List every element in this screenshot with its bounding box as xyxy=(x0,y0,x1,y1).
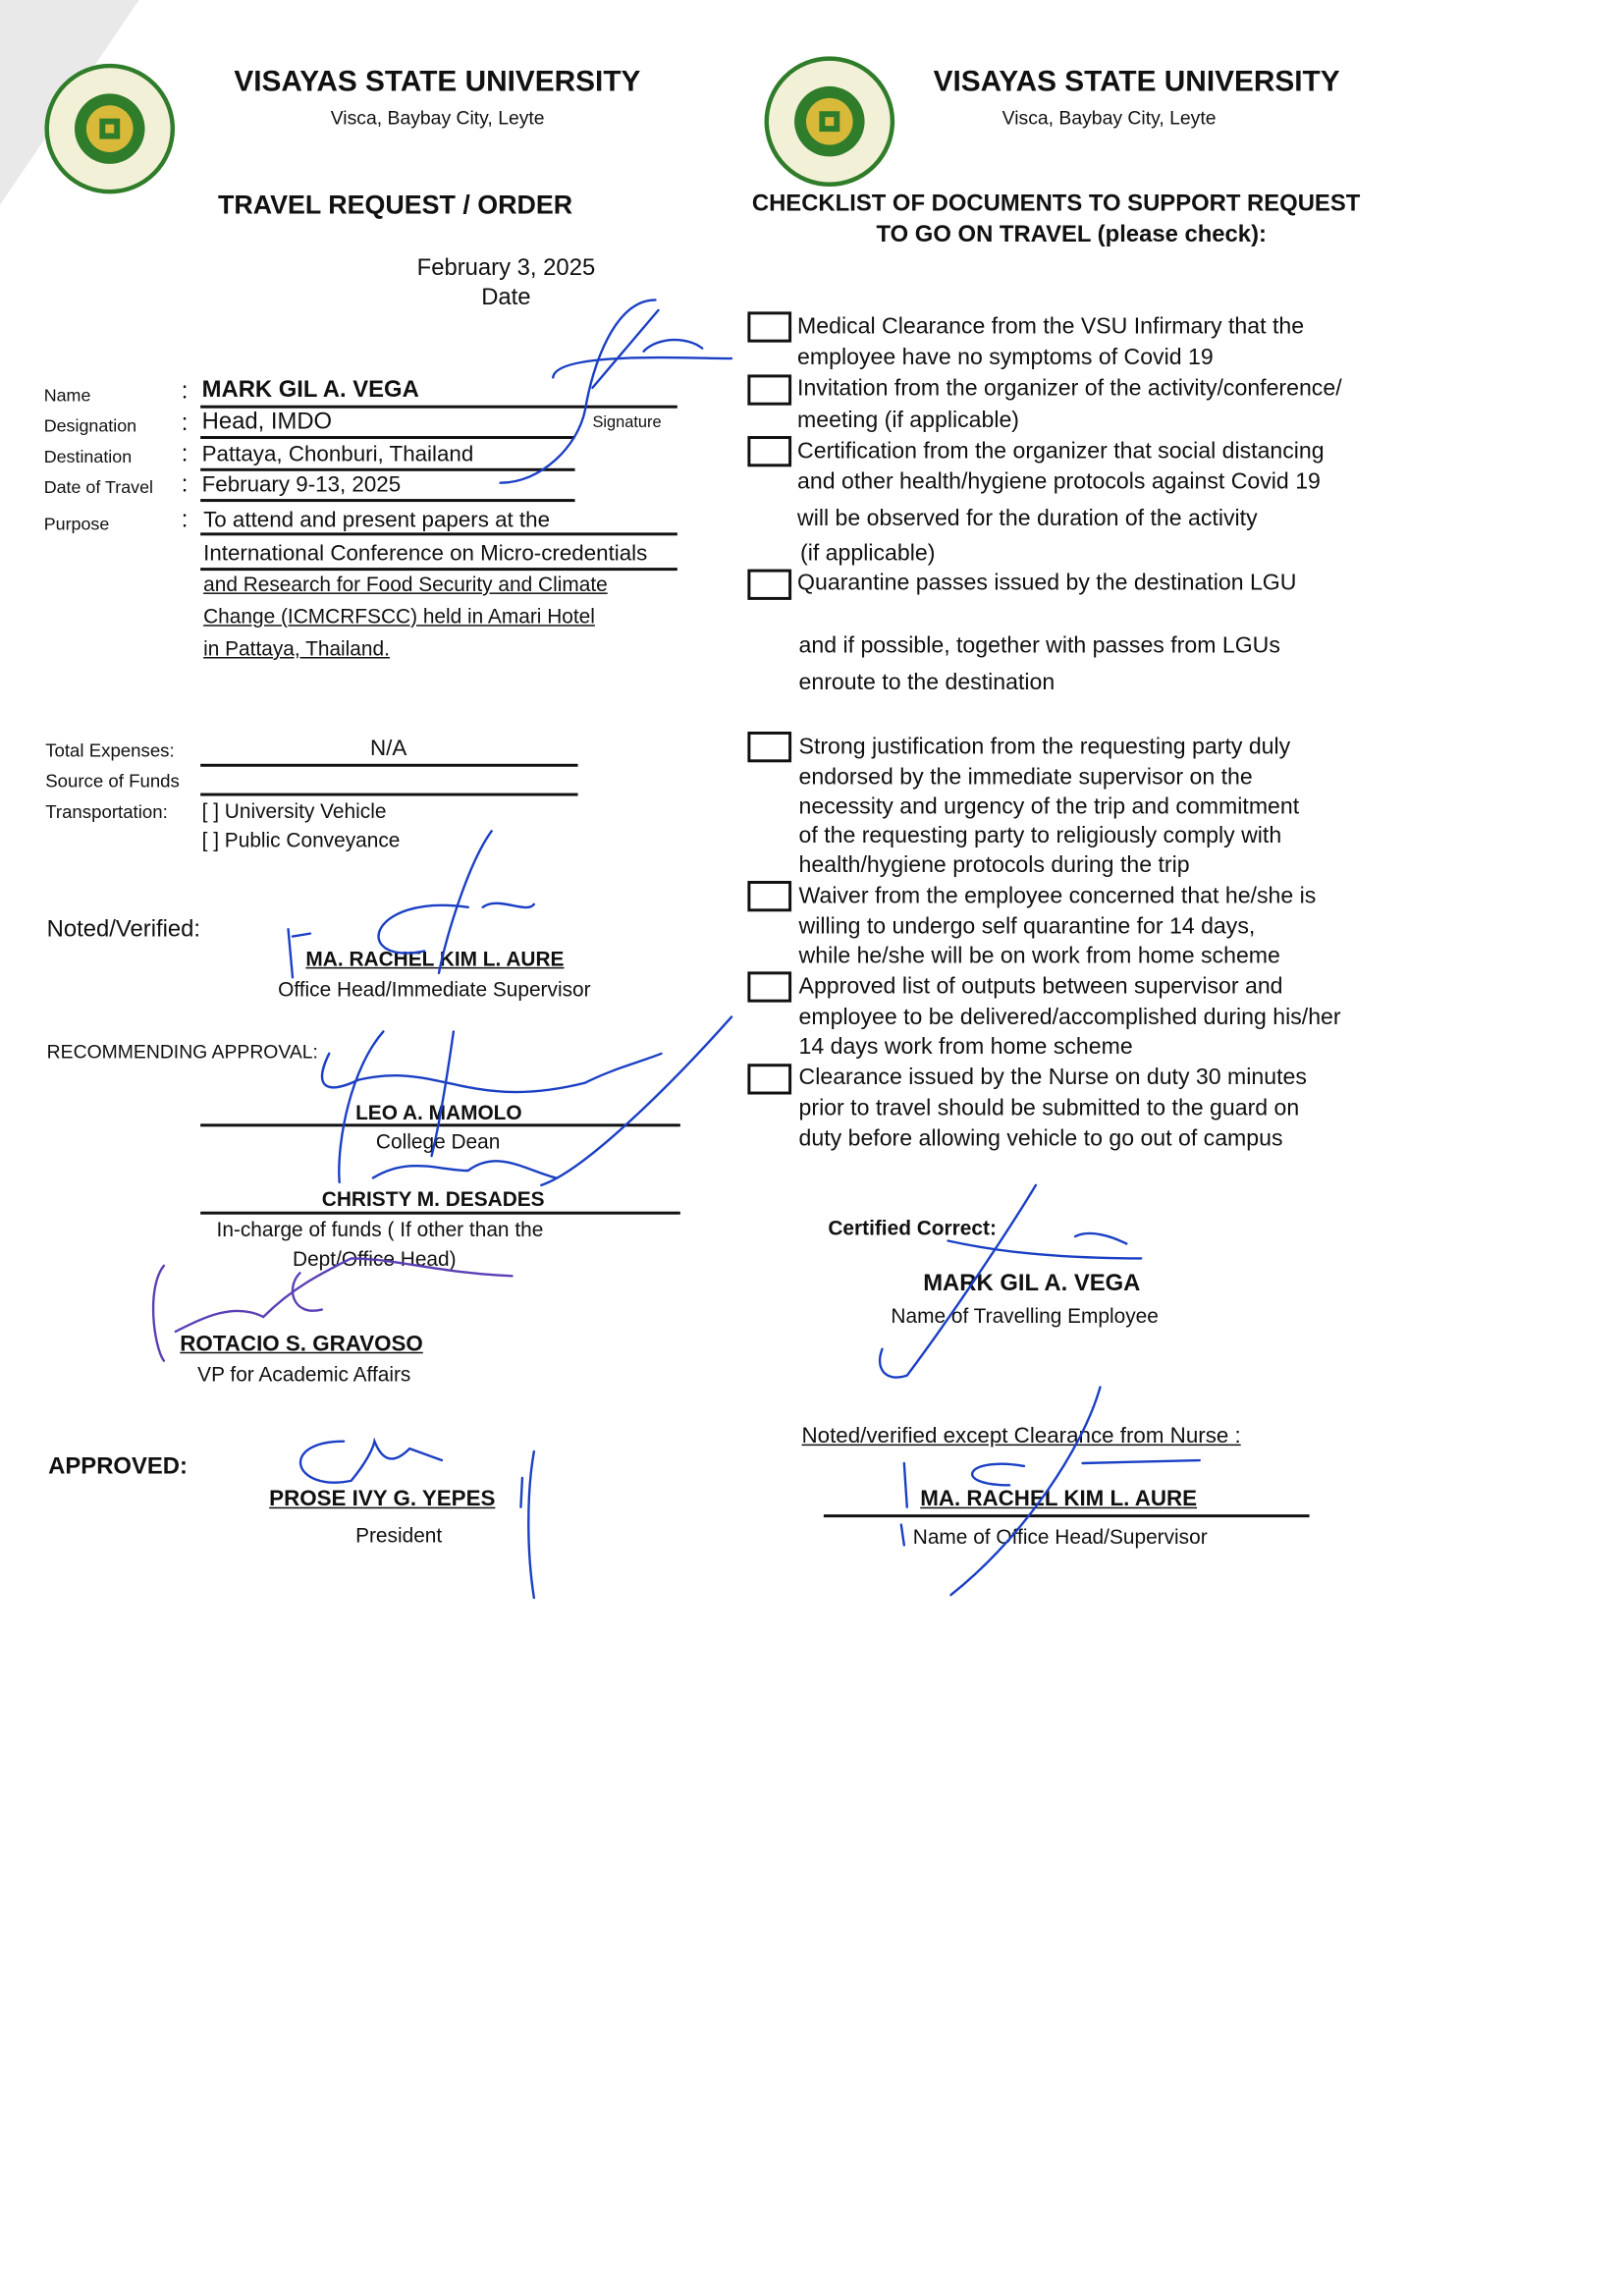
funds-underline xyxy=(200,793,577,796)
date-underline xyxy=(200,499,574,502)
noted-title-right: Name of Office Head/Supervisor xyxy=(912,1524,1208,1549)
transport-option-university-vehicle[interactable]: [ ] University Vehicle xyxy=(201,798,387,823)
purpose-underline xyxy=(200,532,677,535)
checklist-item-text: while he/she will be on work from home scheme xyxy=(798,944,1280,969)
recommender-2-line xyxy=(200,1212,680,1215)
checkbox-medical-clearance[interactable] xyxy=(747,311,791,342)
checklist-heading-1: CHECKLIST OF DOCUMENTS TO SUPPORT REQUEST xyxy=(751,191,1361,217)
noted-name-right: MA. RACHEL KIM L. AURE xyxy=(920,1486,1198,1512)
recommender-1-line xyxy=(200,1123,680,1126)
checklist-item-text: employee have no symptoms of Covid 19 xyxy=(797,345,1214,370)
noted-line-right xyxy=(824,1514,1310,1517)
colon: : xyxy=(181,441,189,467)
recommender-2-title-2: Dept/Office Head) xyxy=(293,1246,457,1271)
checklist-item-text: Quarantine passes issued by the destination LGU xyxy=(797,571,1297,596)
recommender-3-title: VP for Academic Affairs xyxy=(197,1362,411,1387)
purpose-line-5: in Pattaya, Thailand. xyxy=(203,636,390,660)
checklist-item-text: Certification from the organizer that social distancing xyxy=(797,439,1325,464)
checkbox-waiver[interactable] xyxy=(747,881,791,911)
checklist-item-text: 14 days work from home scheme xyxy=(798,1034,1133,1060)
checklist-item-text: Strong justification from the requesting party duly xyxy=(798,734,1291,760)
certified-name: MARK GIL A. VEGA xyxy=(923,1271,1141,1297)
checklist-item-text: prior to travel should be submitted to the guard on xyxy=(798,1096,1300,1121)
vsu-seal-logo-left xyxy=(44,63,176,194)
checklist-item-text: Invitation from the organizer of the activity/conference/ xyxy=(797,375,1342,402)
noted-by-title: Office Head/Immediate Supervisor xyxy=(278,977,591,1002)
purpose-underline xyxy=(200,568,677,571)
checklist-item-text: enroute to the destination xyxy=(798,670,1056,695)
recommending-approval-label: RECOMMENDING APPROVAL: xyxy=(46,1040,318,1063)
checklist-item-text: endorsed by the immediate supervisor on the xyxy=(798,765,1253,791)
university-name: VISAYAS STATE UNIVERSITY xyxy=(234,66,641,98)
recommender-2-name: CHRISTY M. DESADES xyxy=(321,1186,545,1211)
signature-yepes xyxy=(300,1442,534,1598)
checklist-item-text: and other health/hygiene protocols against Covid 19 xyxy=(797,469,1321,495)
total-expenses-label: Total Expenses: xyxy=(45,739,175,761)
source-of-funds-label: Source of Funds xyxy=(45,771,180,792)
checkbox-quarantine-passes[interactable] xyxy=(747,570,791,600)
university-address-right: Visca, Baybay City, Leyte xyxy=(1001,106,1217,130)
designation-underline xyxy=(200,436,574,439)
designation-label: Designation xyxy=(43,415,137,437)
approver-name: PROSE IVY G. YEPES xyxy=(269,1486,496,1512)
checkbox-invitation[interactable] xyxy=(747,374,791,405)
transportation-label: Transportation: xyxy=(45,801,168,823)
signature-vega-top xyxy=(501,300,731,482)
designation-value: Head, IMDO xyxy=(201,410,333,435)
checklist-item-text: Waiver from the employee concerned that he/she is xyxy=(798,883,1317,909)
checklist-item-text: willing to undergo self quarantine for 14 days, xyxy=(798,914,1256,940)
name-value: MARK GIL A. VEGA xyxy=(201,377,419,403)
expenses-underline xyxy=(200,764,577,767)
checklist-item-text: (if applicable) xyxy=(800,541,936,567)
university-name-right: VISAYAS STATE UNIVERSITY xyxy=(933,66,1340,98)
name-underline xyxy=(200,406,677,409)
destination-value: Pattaya, Chonburi, Thailand xyxy=(201,441,474,467)
checklist-heading-2: TO GO ON TRAVEL (please check): xyxy=(876,222,1267,247)
recommender-2-title-1: In-charge of funds ( If other than the xyxy=(216,1217,544,1241)
certified-title: Name of Travelling Employee xyxy=(891,1303,1159,1328)
university-address: Visca, Baybay City, Leyte xyxy=(330,106,545,130)
checklist-item-text: meeting (if applicable) xyxy=(797,408,1019,434)
checklist-item-text: duty before allowing vehicle to go out of campus xyxy=(798,1126,1283,1152)
checklist-item-text: Medical Clearance from the VSU Infirmary that the xyxy=(797,314,1305,340)
certified-correct-label: Certified Correct: xyxy=(828,1216,997,1240)
checklist-item-text: of the requesting party to religiously comply with xyxy=(798,823,1282,849)
vsu-seal-logo-right xyxy=(762,56,896,188)
form-title: TRAVEL REQUEST / ORDER xyxy=(218,190,573,220)
approved-label: APPROVED: xyxy=(48,1454,188,1480)
request-date: February 3, 2025 xyxy=(416,255,596,282)
destination-label: Destination xyxy=(43,446,133,467)
colon: : xyxy=(181,508,189,533)
destination-underline xyxy=(200,468,574,471)
checklist-item-text: Clearance issued by the Nurse on duty 30 minutes xyxy=(798,1065,1307,1091)
date-label: Date xyxy=(481,285,531,310)
checkbox-certification[interactable] xyxy=(747,436,791,466)
purpose-label: Purpose xyxy=(43,513,110,534)
recommender-1-name: LEO A. MAMOLO xyxy=(355,1100,522,1124)
colon: : xyxy=(181,472,189,498)
noted-by-name: MA. RACHEL KIM L. AURE xyxy=(305,947,565,970)
colon: : xyxy=(181,378,189,405)
total-expenses-value: N/A xyxy=(369,736,407,761)
checklist-item-text: will be observed for the duration of the activity xyxy=(797,506,1258,531)
purpose-line-4: Change (ICMCRFSCC) held in Amari Hotel xyxy=(203,604,595,628)
approver-title: President xyxy=(355,1523,443,1547)
checklist-item-text: employee to be delivered/accomplished during his/her xyxy=(798,1005,1341,1030)
checklist-item-text: Approved list of outputs between supervisor and xyxy=(798,974,1283,1000)
name-label: Name xyxy=(43,384,91,406)
noted-except-label: Noted/verified except Clearance from Nurse : xyxy=(801,1423,1241,1449)
purpose-line-3: and Research for Food Security and Climate xyxy=(203,572,608,596)
checkbox-strong-justification[interactable] xyxy=(747,732,791,762)
recommender-1-title: College Dean xyxy=(375,1129,501,1154)
recommender-3-name: ROTACIO S. GRAVOSO xyxy=(180,1331,423,1357)
checklist-item-text: and if possible, together with passes from LGUs xyxy=(798,633,1280,659)
date-of-travel-value: February 9-13, 2025 xyxy=(201,472,402,498)
purpose-line-1: To attend and present papers at the xyxy=(203,508,551,533)
checkbox-nurse-clearance[interactable] xyxy=(747,1064,791,1094)
signature-label: Signature xyxy=(592,413,662,432)
checkbox-approved-outputs[interactable] xyxy=(747,971,791,1002)
checklist-item-text: health/hygiene protocols during the trip xyxy=(798,852,1190,878)
checklist-item-text: necessity and urgency of the trip and commitment xyxy=(798,794,1300,820)
purpose-line-2: International Conference on Micro-credentials xyxy=(203,541,648,567)
noted-verified-label: Noted/Verified: xyxy=(46,917,201,943)
colon: : xyxy=(181,410,189,437)
transport-option-public-conveyance[interactable]: [ ] Public Conveyance xyxy=(201,828,401,852)
date-of-travel-label: Date of Travel xyxy=(43,476,154,498)
